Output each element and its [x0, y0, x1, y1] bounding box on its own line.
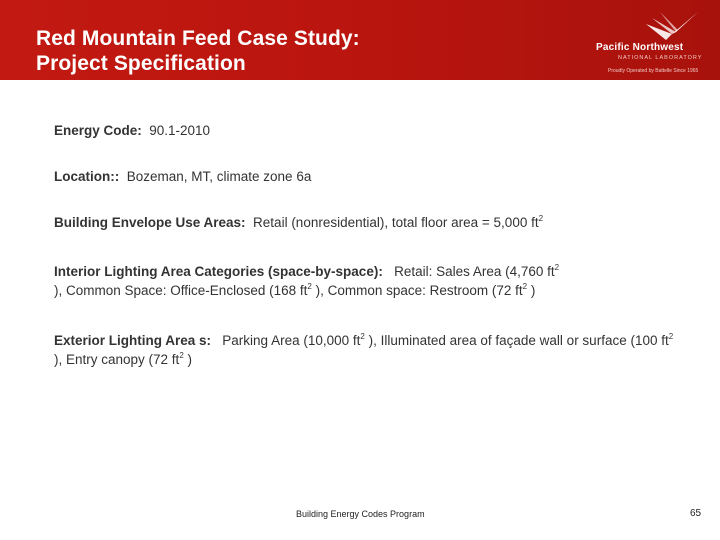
item-text: Bozeman, MT, climate zone 6a: [119, 169, 312, 184]
item-text-1: Retail: Sales Area (4,760 ft: [382, 264, 555, 279]
item-superscript: 2: [538, 214, 544, 223]
item-label: Interior Lighting Area Categories (space-by-space):: [54, 264, 383, 279]
item-text: 90.1-2010: [141, 123, 211, 138]
item-text: Retail (nonresidential), total floor area = 5,000 ft: [245, 215, 539, 230]
item-text-3: ), Entry canopy (72 ft: [54, 352, 180, 367]
footer-program: Building Energy Codes Program: [296, 509, 425, 519]
energy-code-item: [54, 121, 684, 140]
item-text-2: ), Common Space: Office-Enclosed (168 ft: [54, 283, 308, 298]
item-text-4: ): [183, 352, 193, 367]
exterior-lighting-item: [54, 331, 684, 369]
item-label: Location::: [54, 169, 120, 184]
item-text-3: ), Common space: Restroom (72 ft: [311, 283, 523, 298]
logo-subtitle: NATIONAL LABORATORY: [618, 55, 703, 61]
logo-tagline: Proudly Operated by Battelle Since 1965: [608, 68, 699, 74]
item-superscript-1: 2: [554, 263, 560, 272]
item-label: Energy Code:: [54, 123, 142, 138]
item-superscript-2: 2: [668, 332, 674, 341]
logo-mark-icon: [642, 10, 702, 42]
item-superscript-3: 2: [179, 351, 184, 360]
pnnl-logo: [588, 10, 716, 76]
item-label: Building Envelope Use Areas:: [54, 215, 246, 230]
item-text-2: ), Illuminated area of façade wall or surface (100 ft: [364, 333, 669, 348]
item-superscript-3: 2: [522, 282, 528, 291]
page-number: 65: [690, 508, 702, 519]
title-line-1: Red Mountain Feed Case Study:: [36, 27, 360, 50]
item-text-1: Parking Area (10,000 ft: [211, 333, 361, 348]
envelope-item: [54, 213, 684, 232]
slide-title: [36, 26, 360, 76]
item-superscript-1: 2: [360, 332, 365, 341]
header-banner: [0, 0, 720, 80]
item-text-4: ): [527, 283, 536, 298]
item-superscript-2: 2: [307, 282, 312, 291]
title-line-2: Project Specification: [36, 52, 246, 75]
location-item: [54, 167, 684, 186]
interior-lighting-item: [54, 262, 684, 300]
logo-name: Pacific Northwest: [596, 42, 684, 53]
item-label: Exterior Lighting Area s:: [54, 333, 212, 348]
